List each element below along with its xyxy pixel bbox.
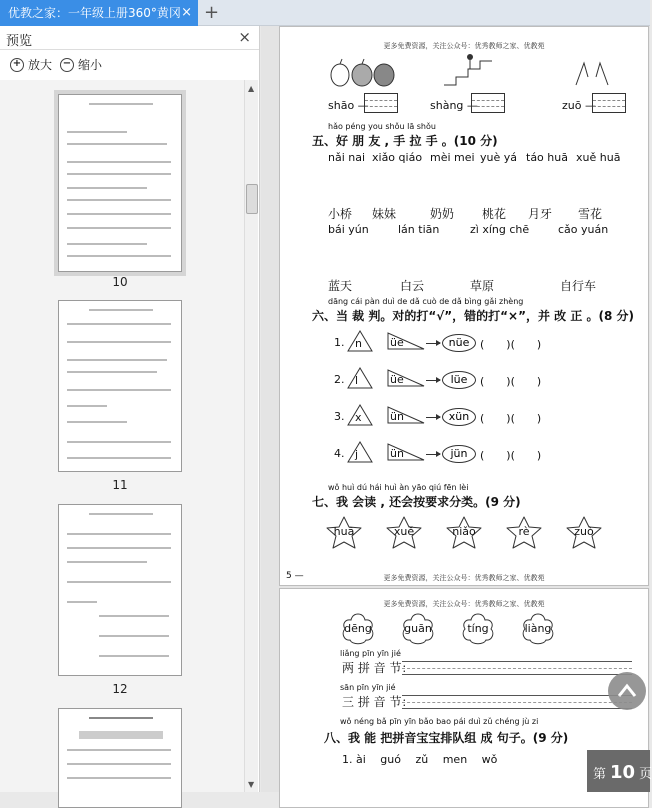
page-number: 5 — (286, 571, 304, 581)
q5-word-pinyin: nǎi nai (328, 151, 366, 164)
picture-pinyin-shang: shàng — (430, 99, 478, 112)
scrollbar-thumb[interactable] (246, 184, 258, 214)
q5-pinyin: hǎo péng you shǒu lā shǒu (328, 122, 436, 131)
page-indicator (587, 750, 650, 792)
scroll-down-icon[interactable]: ▼ (248, 780, 255, 789)
thumbnail-label: 10 (112, 275, 128, 289)
writing-line[interactable] (402, 695, 632, 709)
sidebar-header (0, 26, 259, 50)
question-6-title: 六、当 裁 判。对的打“√”，错的打“×”，并 改 正 。(8 分) (312, 309, 634, 323)
zoom-in-button[interactable] (10, 56, 52, 73)
q5-word-pinyin: xuě huā (576, 151, 621, 164)
thumbnail-label: 11 (112, 478, 128, 492)
star-pinyin: niǎo (452, 525, 476, 538)
thumbnail-page-13[interactable] (58, 708, 182, 808)
picture-pinyin-zuo: zuō — (562, 99, 596, 112)
q5-word-hanzi: 白云 (400, 279, 425, 293)
question-5-title: 五、好 朋 友 , 手 拉 手 。(10 分) (312, 134, 498, 148)
q6-initial: x (355, 411, 362, 424)
scroll-up-icon[interactable]: ▲ (248, 84, 255, 93)
q5-word-hanzi: 奶奶 (430, 207, 455, 221)
tab-bar (0, 0, 650, 26)
triangle-shape (346, 366, 374, 390)
q5-word-pinyin: xiǎo qiáo (372, 151, 423, 164)
q5-word-pinyin: zì xíng chē (470, 223, 530, 236)
star-pinyin: rè (518, 525, 530, 538)
q6-combined: xün (442, 408, 476, 426)
q7-pinyin: wǒ huì dú hái huì àn yāo qiú fēn lèi (328, 483, 469, 492)
flower-pinyin: liàng (524, 622, 552, 635)
q5-word-pinyin: mèi mei (430, 151, 475, 164)
star-pinyin: huā (333, 525, 355, 538)
q8-pinyin: wǒ néng bǎ pīn yīn bǎo bao pái duì zǔ chéng jù zi (340, 717, 539, 726)
q6-final: üe (390, 336, 404, 349)
q6-initial: n (355, 337, 362, 350)
thumbnail-page-11[interactable] (58, 300, 182, 472)
q6-initial: l (355, 374, 359, 387)
answer-box[interactable] (364, 93, 398, 113)
page-header: 更多免费资源，关注公众号：优秀教师之家、优教苑 (383, 600, 545, 608)
preview-sidebar (0, 26, 260, 792)
q6-row-number: 4. (334, 447, 345, 460)
zoom-in-label: 放大 (28, 58, 53, 72)
flower-pinyin: guān (404, 622, 432, 635)
stairs-picture (442, 53, 502, 87)
q6-combined: jün (442, 445, 476, 463)
q5-word-pinyin: yuè yá (480, 151, 517, 164)
hands-picture (572, 55, 612, 87)
zoom-in-icon: + (10, 58, 24, 72)
zoom-out-label: 缩小 (78, 58, 103, 72)
tab-close-icon[interactable]: × (181, 5, 192, 20)
q6-row-number: 2. (334, 373, 345, 386)
star-pinyin: xuě (393, 525, 415, 538)
q6-row-number: 3. (334, 410, 345, 423)
zoom-out-icon: − (60, 58, 74, 72)
q6-row-number: 1. (334, 336, 345, 349)
three-syllable-label: 三 拼 音 节： (342, 695, 414, 709)
q6-pinyin: dāng cái pàn duì de dǎ cuò de dǎ bìng gǎi zhèng (328, 297, 524, 306)
answer-box[interactable] (592, 93, 626, 113)
q5-word-pinyin: bái yún (328, 223, 369, 236)
page-footer: 更多免费资源，关注公众号：优秀教师之家、优教苑 (383, 574, 545, 582)
question-7-title: 七、我 会读 , 还会按要求分类。(9 分) (312, 495, 521, 509)
chevron-up-icon (617, 682, 637, 698)
writing-line[interactable] (402, 661, 632, 675)
q5-word-hanzi: 月牙 (528, 207, 553, 221)
sidebar-close-icon[interactable]: × (238, 28, 251, 46)
q6-final: ün (390, 410, 404, 423)
answer-box[interactable] (471, 93, 505, 113)
page-header: 更多免费资源，关注公众号：优秀教师之家、优教苑 (383, 42, 545, 50)
q5-word-hanzi: 桃花 (482, 207, 507, 221)
sidebar-title: 预览 (6, 34, 33, 49)
thumbnail-page-12[interactable] (58, 504, 182, 676)
three-syllable-pinyin: sān pīn yīn jié (340, 683, 396, 692)
arrow-icon (426, 454, 440, 455)
zoom-out-button[interactable] (60, 56, 102, 73)
star-pinyin: zuò (574, 525, 594, 538)
q6-final: ün (390, 447, 404, 460)
q5-word-hanzi: 草原 (470, 279, 495, 293)
pears-picture (328, 57, 408, 87)
q6-answer-parens[interactable]: ( )( ) (480, 412, 542, 425)
arrow-icon (426, 343, 440, 344)
new-tab-icon[interactable]: + (204, 2, 220, 23)
zoom-toolbar (0, 50, 259, 78)
sidebar-scrollbar[interactable] (244, 80, 258, 792)
flower-pinyin: dēng (344, 622, 372, 635)
scroll-to-top-button[interactable] (608, 672, 646, 710)
q6-initial: j (355, 448, 359, 461)
q5-word-pinyin: cǎo yuán (558, 223, 609, 236)
q5-word-hanzi: 蓝天 (328, 279, 353, 293)
two-syllable-pinyin: liǎng pīn yīn jié (340, 649, 401, 658)
thumbnail-list (0, 80, 244, 792)
tab-title: 优教之家：一年级上册360°黄冈 (8, 6, 181, 20)
two-syllable-label: 两 拼 音 节： (342, 661, 414, 675)
flower-pinyin: tíng (467, 622, 489, 635)
document-tab[interactable] (0, 0, 198, 26)
document-page (279, 26, 649, 586)
q5-word-hanzi: 妹妹 (372, 207, 397, 221)
q6-combined: lüe (442, 371, 476, 389)
thumbnail-label: 12 (112, 682, 128, 696)
arrow-icon (426, 380, 440, 381)
q5-word-hanzi: 自行车 (560, 279, 597, 293)
triangle-shape (346, 440, 374, 464)
q8-line: 1. ài guó zǔ men wǒ (342, 753, 498, 766)
q6-answer-parens[interactable]: ( )( ) (480, 375, 542, 388)
page-indicator-prefix: 第 (593, 767, 607, 782)
q5-word-hanzi: 小桥 (328, 207, 353, 221)
arrow-icon (426, 417, 440, 418)
q6-combined: nüe (442, 334, 476, 352)
q6-answer-parens[interactable]: ( )( ) (480, 449, 542, 462)
document-viewer[interactable] (261, 26, 650, 792)
q5-word-pinyin: lán tiān (398, 223, 440, 236)
q6-answer-parens[interactable]: ( )( ) (480, 338, 542, 351)
page-indicator-suffix: 页 (639, 767, 652, 782)
question-8-title: 八、我 能 把拼音宝宝排队组 成 句子。(9 分) (324, 731, 569, 745)
q5-word-hanzi: 雪花 (578, 207, 603, 221)
q5-word-pinyin: táo huā (526, 151, 568, 164)
picture-pinyin-shao: shāo — (328, 99, 369, 112)
thumbnail-page-10[interactable] (58, 94, 182, 272)
page-indicator-number: 10 (610, 762, 636, 783)
q6-final: üe (390, 373, 404, 386)
